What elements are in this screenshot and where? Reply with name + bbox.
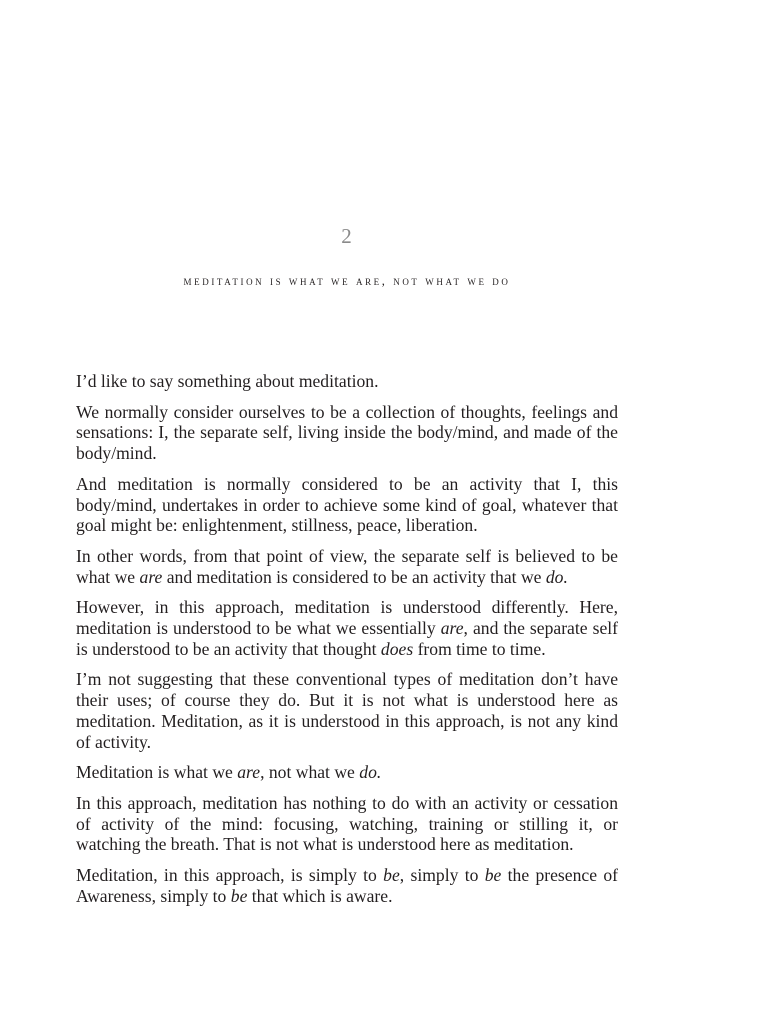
paragraph-4: In other words, from that point of view, the separate self is believed to be what we are and meditation is considered to be an activity that we do. <box>76 545 618 587</box>
paragraph-7: Meditation is what we are, not what we do. <box>76 762 382 783</box>
paragraph-3: And meditation is normally considered to be an activity that I, this body/mind, undertakes in order to achieve some kind of goal, whatever that goal might be: enlightenment, stillness, peace, liberation. <box>76 473 618 536</box>
paragraph-9: Meditation, in this approach, is simply to be, simply to be the presence of Awareness, simply to be that which is aware. <box>76 865 618 906</box>
body-text <box>76 371 618 916</box>
paragraph-8: In this approach, meditation has nothing to do with an activity or cessation of activity of the mind: focusing, watching, training or stilling it, or watching the breath. That is not what is understood here as meditation. <box>76 792 618 855</box>
paragraph-1: I’d like to say something about meditation. <box>76 371 379 391</box>
paragraph-6: I’m not suggesting that these conventional types of meditation don’t have their uses; of course they do. But it is not what is understood here as meditation. Meditation, as it is understood in this approach, is not any kind of activity. <box>76 669 618 752</box>
paragraph-5: However, in this approach, meditation is understood differently. Here, meditation is understood to be what we essentially are, and the separate self is understood to be an activity that thought does from time to time. <box>76 597 618 659</box>
chapter-number: 2 <box>341 224 353 248</box>
paragraph-2: We normally consider ourselves to be a collection of thoughts, feelings and sensations: I, the separate self, living inside the body/mind, and made of the body/mind. <box>76 401 618 464</box>
chapter-title: meditation is what we are, not what we do <box>183 274 511 288</box>
